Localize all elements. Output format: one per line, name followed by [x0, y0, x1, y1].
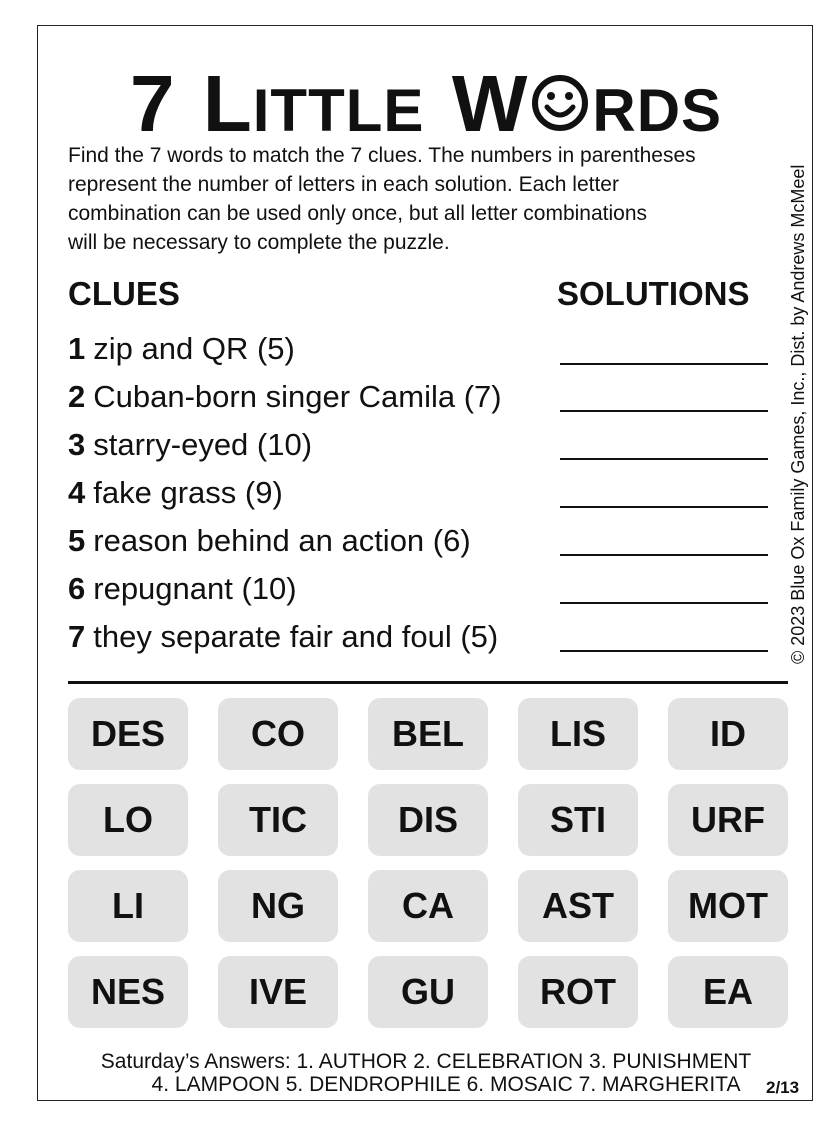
letter-tile[interactable]: IVE — [218, 956, 338, 1028]
letter-tile[interactable]: GU — [368, 956, 488, 1028]
puzzle-title — [38, 58, 814, 150]
instructions — [68, 141, 798, 257]
clues-header: CLUES — [68, 275, 180, 312]
clue-number: 4 — [68, 475, 86, 510]
clue-number: 2 — [68, 379, 86, 414]
clue-text: reason behind an action (6) — [93, 523, 471, 558]
letter-tile[interactable]: LI — [68, 870, 188, 942]
title-letters: RDS — [592, 77, 723, 144]
clue-5 — [68, 523, 471, 559]
letter-tile[interactable]: ID — [668, 698, 788, 770]
letter-tile[interactable]: CO — [218, 698, 338, 770]
letter-tile[interactable]: BEL — [368, 698, 488, 770]
solution-blank-7[interactable] — [560, 650, 768, 652]
answers-line: Saturday’s Answers: 1. AUTHOR 2. CELEBRATION 3. PUNISHMENT — [100, 1050, 752, 1073]
solution-blank-2[interactable] — [560, 410, 768, 412]
letter-tile[interactable]: STI — [518, 784, 638, 856]
clue-7 — [68, 619, 498, 655]
letter-tile[interactable]: LO — [68, 784, 188, 856]
instruction-line: combination can be used only once, but all letter combinations — [68, 202, 648, 225]
solutions-header: SOLUTIONS — [557, 275, 750, 312]
clue-number: 5 — [68, 523, 86, 558]
clue-text: zip and QR (5) — [93, 331, 295, 366]
clue-text: repugnant (10) — [93, 571, 297, 606]
instruction-line: will be necessary to complete the puzzle. — [68, 231, 450, 254]
clue-text: fake grass (9) — [93, 475, 283, 510]
letter-tile[interactable]: CA — [368, 870, 488, 942]
solution-blank-6[interactable] — [560, 602, 768, 604]
puzzle-frame — [37, 25, 813, 1101]
letter-tile[interactable]: NG — [218, 870, 338, 942]
letter-tile[interactable]: URF — [668, 784, 788, 856]
title-letter: W — [451, 59, 529, 148]
previous-answers — [38, 1050, 814, 1096]
clue-text: they separate fair and foul (5) — [93, 619, 499, 654]
title-numeral: 7 — [129, 59, 176, 148]
letter-tile[interactable]: NES — [68, 956, 188, 1028]
clue-1 — [68, 331, 295, 367]
clue-number: 3 — [68, 427, 86, 462]
letter-tile[interactable]: EA — [668, 956, 788, 1028]
title-letter: L — [202, 59, 253, 148]
smiley-face-icon — [530, 73, 590, 133]
answers-line: 4. LAMPOON 5. DENDROPHILE 6. MOSAIC 7. MARGHERITA — [151, 1073, 741, 1096]
title-letters: ITTLE — [252, 77, 425, 144]
letter-tile[interactable]: ROT — [518, 956, 638, 1028]
letter-tile[interactable]: TIC — [218, 784, 338, 856]
clue-text: Cuban-born singer Camila (7) — [93, 379, 502, 414]
instruction-line: Find the 7 words to match the 7 clues. The numbers in parentheses — [68, 144, 696, 167]
letter-tile[interactable]: AST — [518, 870, 638, 942]
letter-tile[interactable]: MOT — [668, 870, 788, 942]
solution-blank-5[interactable] — [560, 554, 768, 556]
letter-tile[interactable]: DES — [68, 698, 188, 770]
clue-number: 1 — [68, 331, 86, 366]
solution-blank-3[interactable] — [560, 458, 768, 460]
instruction-line: represent the number of letters in each solution. Each letter — [68, 173, 619, 196]
clue-2 — [68, 379, 502, 415]
solution-blank-1[interactable] — [560, 363, 768, 365]
letter-tile[interactable]: LIS — [518, 698, 638, 770]
clue-6 — [68, 571, 297, 607]
clue-3 — [68, 427, 312, 463]
letter-tile[interactable]: DIS — [368, 784, 488, 856]
clue-number: 7 — [68, 619, 86, 654]
copyright-notice: © 2023 Blue Ox Family Games, Inc., Dist. by Andrews McMeel — [788, 164, 808, 664]
solution-blank-4[interactable] — [560, 506, 768, 508]
clue-4 — [68, 475, 283, 511]
puzzle-date: 2/13 — [766, 1078, 800, 1097]
clue-text: starry-eyed (10) — [93, 427, 313, 462]
clue-number: 6 — [68, 571, 86, 606]
divider — [68, 681, 788, 684]
